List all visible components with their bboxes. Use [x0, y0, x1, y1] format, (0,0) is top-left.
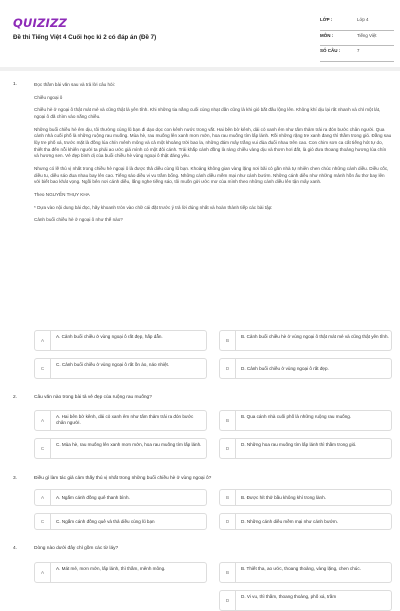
option-text: A. Cảnh buổi chiều ở vùng ngoại ô rất đẹp, hấp dẫn.	[56, 334, 163, 339]
question-body	[34, 82, 392, 224]
option-b[interactable]	[219, 410, 392, 431]
meta-key: MÔN :	[320, 32, 334, 38]
option-text: D. Những hoa rau muống tím lấp lánh thì thầm trong gió.	[241, 442, 357, 447]
passage-author: Theo NGUYỄN THỤY KHA	[34, 191, 90, 197]
option-c[interactable]	[34, 513, 207, 530]
meta-row-grade	[320, 15, 394, 31]
question-text: Câu văn nào trong bài tả vẻ đẹp của ruộng rau muống?	[34, 395, 152, 400]
option-letter: C	[35, 359, 51, 378]
option-a[interactable]	[34, 562, 207, 583]
question-body	[34, 476, 392, 483]
passage-paragraph-3: Nhưng có lẽ thú vị nhất trong chiều hè ngoại ô là được thả diều cùng lũ bạn. Khoảng không gian vàng lặng nơi bãi cỏ gần nhà tự nhiên chen chúc những cánh diều. Diều cốc, diều tu, diều sáo đua nhau bay lên cao. Tiếng sáo diều vi vu trầm bổng. Những cánh diều mềm mại như cánh bướm. Những cánh diều như những mảnh hồn ấu thơ bay lên với biết bao khát vọng. Ngồi bên nơi cánh diều, lắng nghe tiếng sáo, tôi muốn gửi ước mơ của mình theo những cánh diều lên tận mây xanh.	[34, 165, 389, 185]
meta-row-question-count	[320, 46, 394, 62]
meta-value: Lớp 4	[357, 17, 369, 22]
option-text: A. Mát mẻ, mơn mởn, lấp lánh, thì thầm, mênh mông.	[56, 566, 166, 571]
option-text: D. Những cánh diều mềm mại như cánh bướm.	[241, 519, 339, 524]
option-letter: B	[220, 411, 236, 430]
option-a[interactable]	[34, 410, 207, 431]
meta-value: Tiếng Việt	[357, 32, 377, 38]
question-text: Điều gì làm tác giả cảm thấy thú vị nhất trong những buổi chiều hè ở vùng ngoại ô?	[34, 476, 212, 481]
question-body	[34, 395, 392, 402]
option-letter: C	[35, 514, 51, 529]
option-b[interactable]	[219, 330, 392, 351]
question-text: Cảnh buổi chiều hè ở ngoại ô như thế nào?	[34, 217, 123, 223]
meta-value: 7	[357, 48, 360, 53]
question-number: 1.	[13, 82, 18, 87]
passage-paragraph-2: Những buổi chiều hè êm dịu, tôi thường cùng lũ bạn đi dạo dọc con kênh nước trong vắt. Hai bên bờ kênh, dải cỏ xanh êm như tấm thảm trải ra đón bước chân người. Qua cánh nhà cuối phố là những ruộng rau muống. Mùa hè, rau muống lên xanh mơn mởn, hoa rau muống tím lấp lánh. Rồi những rặng tre xanh đang thì thầm trong gió. Đằng sau lũy tre phố xá, trước mặt là đồng lúa chín mênh mông và cả một khoảng trời bao la, những đám mây trắng vui đùa đuổi nhau trên cao. Con chim sơn ca cất tiếng hót tự do, thiết tha đến nỗi khiến người ta phải ao ước giá mình có một đôi cánh. Trải khắp cánh đồng là ráng chiều vàng dịu và thơm hơi đất, là gió đưa thoang thoảng hương lúa chín và hương sen. Vẻ đẹp bình dị của buổi chiều hè vùng ngoại ô thật đáng yêu.	[34, 126, 392, 159]
option-d[interactable]	[219, 438, 392, 459]
option-letter: D	[220, 439, 236, 458]
worksheet-header	[0, 0, 400, 64]
option-letter: A	[35, 563, 51, 582]
passage-paragraph-1: Chiều hè ở ngoại ô thật mát mẻ và cũng thật là yên tĩnh. Khi những tia nắng cuối cùng nhạt dần cũng là khi gió bắt đầu lộng lên. Không khí dịu lại rất nhanh và chỉ một lát, ngoại ô đã chìm vào nắng chiều.	[34, 107, 381, 119]
option-letter: A	[35, 490, 51, 505]
option-text: D. Cảnh buổi chiều ở vùng ngoại ô rất đẹp.	[241, 366, 329, 371]
meta-key: SỐ CÂU :	[320, 48, 341, 53]
meta-key: LỚP :	[320, 17, 333, 22]
option-letter: A	[35, 331, 51, 350]
option-text: C. Cảnh buổi chiều ở vùng ngoại ô rất ồn ào, náo nhiệt.	[56, 362, 170, 367]
option-text: A. Ngắm cánh đồng quê thanh bình.	[56, 495, 130, 500]
meta-row-subject	[320, 31, 394, 47]
option-letter: D	[220, 514, 236, 529]
option-text: B. Thiết tha, ao ước, thoang thoảng, vàng lặng, chen chúc.	[241, 566, 361, 571]
option-letter: B	[220, 331, 236, 350]
question-intro: Đọc thầm bài văn sau và trả lời câu hỏi:	[34, 82, 115, 87]
option-c[interactable]	[34, 438, 207, 459]
option-text: A. Hai bên bờ kênh, dải cỏ xanh êm như tấm thảm trải ra đón bước chân người.	[56, 414, 194, 426]
question-number: 4.	[13, 546, 18, 551]
option-text: C. Mùa hè, rau muống lên xanh mơn mởn, hoa rau muống tím lấp lánh.	[56, 442, 202, 447]
header-divider	[0, 67, 400, 71]
option-text: C. Ngắm cánh đồng quê và thả diều cùng lũ bạn	[56, 519, 155, 524]
option-letter: D	[220, 591, 236, 610]
question-text: Dòng nào dưới đây chỉ gồm các từ láy?	[34, 546, 119, 551]
option-d[interactable]	[219, 513, 392, 530]
question-number: 2.	[13, 395, 18, 400]
option-text: D. Vi vu, thì thầm, thoang thoảng, phố xá, trầm	[241, 594, 337, 599]
option-c[interactable]	[34, 358, 207, 379]
option-a[interactable]	[34, 330, 207, 351]
option-d[interactable]	[219, 358, 392, 379]
option-b[interactable]	[219, 489, 392, 506]
option-a[interactable]	[34, 489, 207, 506]
worksheet-title: Đề thi Tiếng Việt 4 Cuối học kì 2 có đáp án (Đề 7)	[13, 34, 157, 41]
question-body	[34, 546, 392, 553]
passage-title: Chiều ngoại ô	[34, 94, 63, 100]
option-letter: B	[220, 490, 236, 505]
option-letter: C	[35, 439, 51, 458]
option-letter: B	[220, 563, 236, 582]
option-text: B. Qua cánh nhà cuối phố là những ruộng rau muống.	[241, 414, 352, 419]
option-b[interactable]	[219, 562, 392, 583]
quizizz-logo: QUIZIZZ	[13, 16, 68, 30]
question-instruction: * Dựa vào nội dung bài đọc, hãy khoanh tròn vào chữ cái đặt trước ý trả lời đúng nhất và hoàn thành tiếp các bài tập:	[34, 204, 273, 210]
option-text: B. Được hít thở bầu không khí trong lành.	[241, 495, 326, 500]
option-d[interactable]	[219, 590, 392, 611]
option-text: B. Cảnh buổi chiều hè ở vùng ngoại ô thật mát mẻ và cũng thật yên tĩnh.	[241, 334, 389, 339]
option-letter: D	[220, 359, 236, 378]
question-number: 3.	[13, 476, 18, 481]
option-letter: A	[35, 411, 51, 430]
worksheet-meta	[320, 15, 394, 62]
